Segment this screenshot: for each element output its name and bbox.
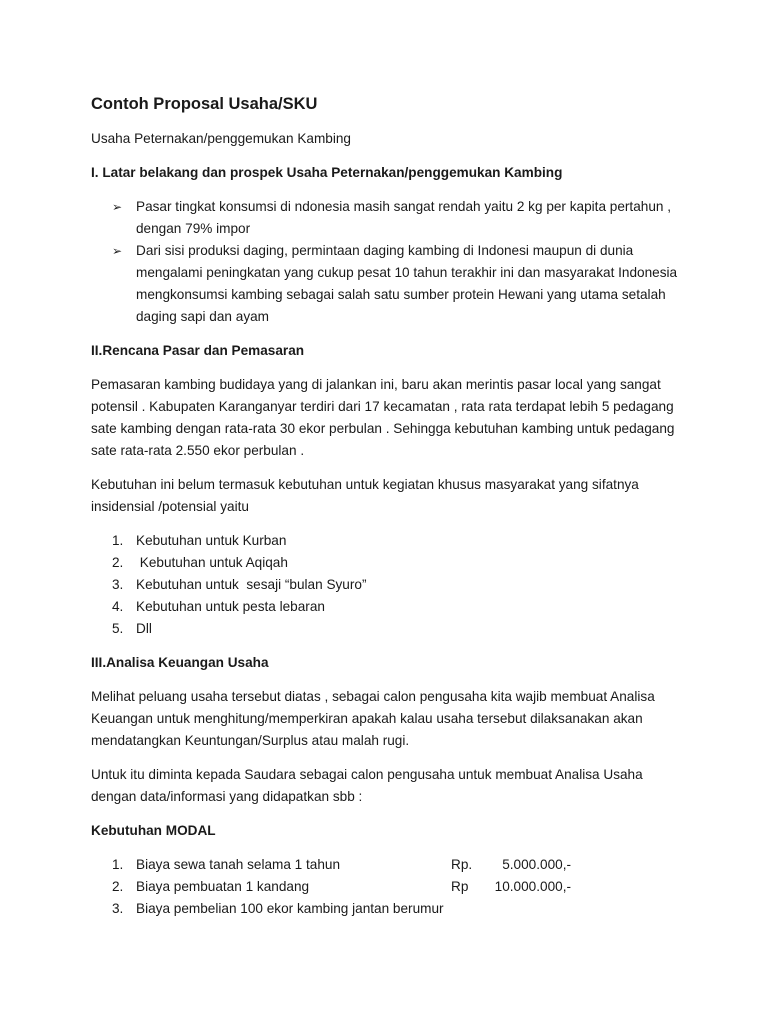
- bullet-item: [91, 196, 691, 240]
- section-2-numbered-list: [91, 530, 691, 640]
- cost-item: [91, 876, 691, 898]
- list-text: Kebutuhan untuk Kurban: [136, 533, 287, 548]
- list-text: Kebutuhan untuk Aqiqah: [136, 555, 288, 570]
- document-title: Contoh Proposal Usaha/SKU: [91, 95, 318, 113]
- cost-item: [91, 898, 691, 920]
- section-1-bullet-list: [91, 196, 691, 328]
- list-number: 1.: [112, 857, 124, 872]
- section-1-heading: I. Latar belakang dan prospek Usaha Peternakan/penggemukan Kambing: [91, 165, 563, 180]
- cost-description: Biaya sewa tanah selama 1 tahun: [136, 857, 341, 872]
- document-subtitle: Usaha Peternakan/penggemukan Kambing: [91, 131, 351, 146]
- list-text: Kebutuhan untuk sesaji “bulan Syuro”: [136, 577, 367, 592]
- list-number: 2.: [112, 555, 124, 570]
- bullet-text: Dari sisi produksi daging, permintaan daging kambing di Indonesi maupun di dunia mengalami peningkatan yang cukup pesat 10 tahun terakhir ini dan masyarakat Indonesia mengkonsumsi kambing sebagai salah satu sumber protein Hewani yang utama setalah daging sapi dan ayam: [136, 243, 678, 324]
- bullet-item: [91, 240, 691, 328]
- section-2-paragraph: Pemasaran kambing budidaya yang di jalankan ini, baru akan merintis pasar local yang sangat potensil . Kabupaten Karanganyar terdiri dari 17 kecamatan , rata rata terdapat lebih 5 pedagang sate kambing dengan rata-rata 30 ekor perbulan . Sehingga kebutuhan kambing untuk pedagang sate rata-rata 2.550 ekor perbulan .: [91, 377, 675, 458]
- list-item: [91, 574, 691, 596]
- list-text: Kebutuhan untuk pesta lebaran: [136, 599, 325, 614]
- document-body: [91, 92, 691, 932]
- list-number: 3.: [112, 901, 124, 916]
- arrow-bullet-icon: ➢: [112, 200, 123, 214]
- list-item: [91, 618, 691, 640]
- cost-currency: Rp.: [451, 857, 473, 872]
- list-item: [91, 530, 691, 552]
- list-number: 4.: [112, 599, 124, 614]
- list-number: 5.: [112, 621, 124, 636]
- modal-heading: Kebutuhan MODAL: [91, 823, 216, 838]
- cost-amount: 10.000.000,-: [494, 879, 571, 894]
- section-3-paragraph: Untuk itu diminta kepada Saudara sebagai calon pengusaha untuk membuat Analisa Usaha dengan data/informasi yang didapatkan sbb :: [91, 767, 643, 804]
- list-text: Dll: [136, 621, 152, 636]
- cost-description: Biaya pembelian 100 ekor kambing jantan berumur: [136, 901, 444, 916]
- cost-item: [91, 854, 691, 876]
- section-3-paragraph: Melihat peluang usaha tersebut diatas , sebagai calon pengusaha kita wajib membuat Analisa Keuangan untuk menghitung/memperkiran apakah kalau usaha tersebut dilaksanakan akan mendatangkan Keuntungan/Surplus atau malah rugi.: [91, 689, 655, 748]
- list-item: [91, 552, 691, 574]
- section-3-heading: III.Analisa Keuangan Usaha: [91, 655, 269, 670]
- list-item: [91, 596, 691, 618]
- section-2-heading: II.Rencana Pasar dan Pemasaran: [91, 343, 305, 358]
- cost-amount: 5.000.000,-: [502, 857, 571, 872]
- list-number: 1.: [112, 533, 124, 548]
- modal-cost-list: [91, 854, 691, 920]
- list-number: 3.: [112, 577, 124, 592]
- cost-currency: Rp: [451, 879, 469, 894]
- cost-description: Biaya pembuatan 1 kandang: [136, 879, 310, 894]
- bullet-text: Pasar tingkat konsumsi di ndonesia masih sangat rendah yaitu 2 kg per kapita pertahun , dengan 79% impor: [136, 199, 672, 236]
- list-number: 2.: [112, 879, 124, 894]
- arrow-bullet-icon: ➢: [112, 244, 123, 258]
- section-2-paragraph: Kebutuhan ini belum termasuk kebutuhan untuk kegiatan khusus masyarakat yang sifatnya insidensial /potensial yaitu: [91, 477, 639, 514]
